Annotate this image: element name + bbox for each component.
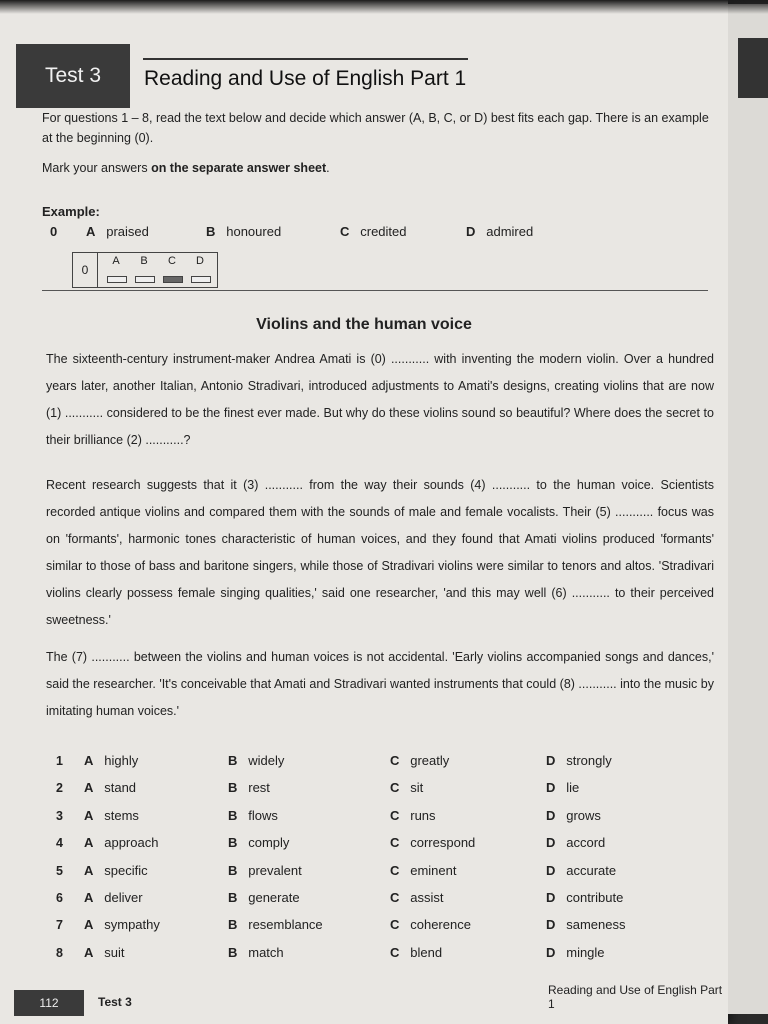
- question-number: 7: [56, 918, 63, 933]
- option-word: accurate: [566, 862, 617, 878]
- option-word: match: [248, 944, 284, 960]
- page-title: Reading and Use of English Part 1: [144, 67, 467, 90]
- next-page-tab: [738, 38, 768, 98]
- question-option-c: [390, 945, 442, 960]
- option-word: deliver: [104, 890, 143, 905]
- option-word: specific: [104, 862, 148, 878]
- option-word: assist: [410, 890, 444, 905]
- option-letter: A: [84, 835, 94, 851]
- option-letter: B: [228, 835, 238, 851]
- answer-mark-a: [107, 276, 127, 283]
- question-option-d: [546, 890, 623, 905]
- example-box-number: 0: [73, 253, 98, 287]
- question-option-c: [390, 808, 436, 823]
- option-word: lie: [566, 780, 580, 796]
- question-option-d: [546, 945, 605, 960]
- question-option-d: [546, 917, 625, 932]
- example-box-letter-b: B: [140, 255, 148, 267]
- option-word: eminent: [410, 862, 457, 878]
- option-word: sameness: [566, 917, 626, 933]
- option-word: approach: [104, 835, 159, 851]
- option-word: correspond: [410, 835, 476, 851]
- option-word: strongly: [566, 753, 612, 768]
- option-letter: C: [390, 780, 400, 796]
- instructions-line-2: at the beginning (0).: [42, 131, 154, 145]
- option-letter: D: [546, 807, 556, 823]
- question-option-a: [84, 917, 160, 932]
- option-letter: A: [84, 862, 94, 878]
- question-number: 1: [56, 754, 63, 768]
- question-option-c: [390, 835, 475, 850]
- question-option-b: [228, 890, 300, 905]
- example-option-c: C credited: [340, 224, 407, 239]
- option-word: accord: [566, 835, 606, 851]
- option-word: generate: [248, 890, 300, 905]
- question-option-d: [546, 753, 612, 768]
- option-word: widely: [248, 753, 285, 768]
- option-word: rest: [248, 780, 270, 796]
- option-word: stand: [104, 780, 137, 796]
- passage-title: Violins and the human voice: [256, 316, 472, 333]
- option-word: suit: [104, 944, 125, 960]
- instructions-line-1: For questions 1 – 8, read the text below and decide which answer (A, B, C, or D) best fits each gap. There is an example: [42, 111, 709, 125]
- option-letter: B: [228, 890, 238, 905]
- option-word: prevalent: [248, 862, 302, 878]
- question-number: 5: [56, 863, 63, 878]
- answer-mark-d: [191, 276, 211, 283]
- footer-section: Reading and Use of English Part 1: [548, 983, 723, 1011]
- option-word: flows: [248, 807, 278, 823]
- option-letter: A: [84, 917, 94, 933]
- question-option-d: [546, 808, 601, 823]
- option-letter: C: [390, 835, 400, 851]
- example-box-letter-c: C: [168, 255, 176, 267]
- section-divider: [42, 290, 708, 291]
- question-option-b: [228, 753, 284, 768]
- option-word: sit: [410, 780, 424, 796]
- passage-paragraph-2: Recent research suggests that it (3) ........... from the way their sounds (4) ........... to the human voice. Scientists recorded antique violins and compared them with the sounds of male and female vocalists. Their (5) ........... focus was on 'formants', harmonic tones characteristic of human voices, and they found that Amati violins produced 'formants' similar to those of bass and baritone singers, while those of Stradivari violins were similar to tenors and altos. 'Stradivari violins clearly possess female singing qualities,' said one researcher, 'and this may well (6) ........... to their perceived sweetness.': [46, 478, 714, 627]
- option-letter: D: [546, 835, 556, 851]
- question-number: 3: [56, 808, 63, 823]
- option-word: coherence: [410, 917, 471, 933]
- option-letter: B: [228, 780, 238, 796]
- option-word: resemblance: [248, 917, 323, 933]
- option-word: grows: [566, 807, 601, 823]
- question-option-d: [546, 863, 616, 878]
- example-option-a: A praised: [86, 224, 149, 239]
- example-label: Example:: [42, 204, 100, 219]
- question-number: 8: [56, 945, 63, 960]
- question-option-a: [84, 890, 143, 905]
- question-option-c: [390, 917, 471, 932]
- question-option-c: [390, 890, 443, 905]
- question-option-b: [228, 945, 284, 960]
- example-answer-box: [72, 252, 218, 288]
- option-letter: B: [228, 862, 238, 878]
- footer-test: Test 3: [98, 995, 132, 1009]
- option-letter: B: [228, 917, 238, 933]
- question-option-a: [84, 945, 124, 960]
- example-option-b: B honoured: [206, 224, 282, 239]
- question-option-a: [84, 808, 139, 823]
- option-word: mingle: [566, 944, 605, 960]
- option-letter: B: [228, 944, 238, 960]
- option-letter: D: [546, 780, 556, 796]
- passage-paragraph-3: The (7) ........... between the violins and human voices is not accidental. 'Early violins accompanied songs and dances,' said the researcher. 'It's conceivable that Amati and Stradivari wanted instruments that could (8) ........... into the music by imitating human voices.': [46, 650, 714, 718]
- answer-mark-c: [163, 276, 183, 283]
- option-letter: A: [84, 780, 94, 796]
- option-letter: D: [546, 917, 556, 933]
- option-letter: C: [390, 944, 400, 960]
- top-shadow: [0, 0, 768, 14]
- question-option-a: [84, 780, 136, 795]
- option-word: runs: [410, 807, 436, 823]
- question-option-c: [390, 863, 456, 878]
- option-letter: C: [390, 862, 400, 878]
- option-word: stems: [104, 807, 139, 823]
- example-option-d: D admired: [466, 224, 534, 239]
- option-letter: D: [546, 753, 556, 768]
- option-word: greatly: [410, 753, 450, 768]
- option-letter: C: [390, 807, 400, 823]
- option-letter: C: [390, 890, 400, 905]
- option-letter: A: [84, 944, 94, 960]
- question-option-d: [546, 780, 579, 795]
- question-option-c: [390, 780, 423, 795]
- question-option-b: [228, 808, 278, 823]
- question-option-a: [84, 753, 138, 768]
- question-option-c: [390, 753, 449, 768]
- question-option-a: [84, 863, 148, 878]
- option-letter: A: [84, 890, 94, 905]
- title-rule: [143, 58, 468, 60]
- answer-mark-b: [135, 276, 155, 283]
- page-number: 112: [14, 990, 84, 1016]
- option-letter: D: [546, 890, 556, 905]
- option-letter: A: [84, 753, 94, 768]
- question-option-b: [228, 917, 323, 932]
- passage-paragraph-1: The sixteenth-century instrument-maker Andrea Amati is (0) ........... with inventing the modern violin. Over a hundred years later, another Italian, Antonio Stradivari, introduced adjustments to Amati's designs, creating violins that are now (1) ........... considered to be the finest ever made. But why do these violins sound so beautiful? Where does the secret to their brilliance (2) ...........?: [46, 352, 714, 447]
- example-number: 0: [50, 224, 58, 239]
- option-word: contribute: [566, 890, 624, 905]
- example-box-letter-a: A: [112, 255, 120, 267]
- next-page-edge: [728, 4, 768, 1014]
- option-word: highly: [104, 753, 139, 768]
- option-letter: B: [228, 807, 238, 823]
- option-letter: C: [390, 753, 400, 768]
- option-letter: C: [390, 917, 400, 933]
- question-number: 6: [56, 891, 63, 905]
- question-option-b: [228, 863, 302, 878]
- option-word: blend: [410, 944, 443, 960]
- question-option-d: [546, 835, 605, 850]
- test-tab: Test 3: [16, 44, 130, 108]
- question-option-a: [84, 835, 158, 850]
- question-number: 4: [56, 836, 63, 851]
- question-option-b: [228, 780, 270, 795]
- option-word: comply: [248, 835, 290, 851]
- option-word: sympathy: [104, 917, 160, 933]
- question-number: 2: [56, 781, 63, 796]
- option-letter: D: [546, 862, 556, 878]
- mark-answers-instruction: Mark your answers on the separate answer sheet.: [42, 161, 330, 175]
- option-letter: B: [228, 753, 238, 768]
- example-box-letter-d: D: [196, 255, 204, 267]
- question-option-b: [228, 835, 289, 850]
- option-letter: D: [546, 944, 556, 960]
- option-letter: A: [84, 807, 94, 823]
